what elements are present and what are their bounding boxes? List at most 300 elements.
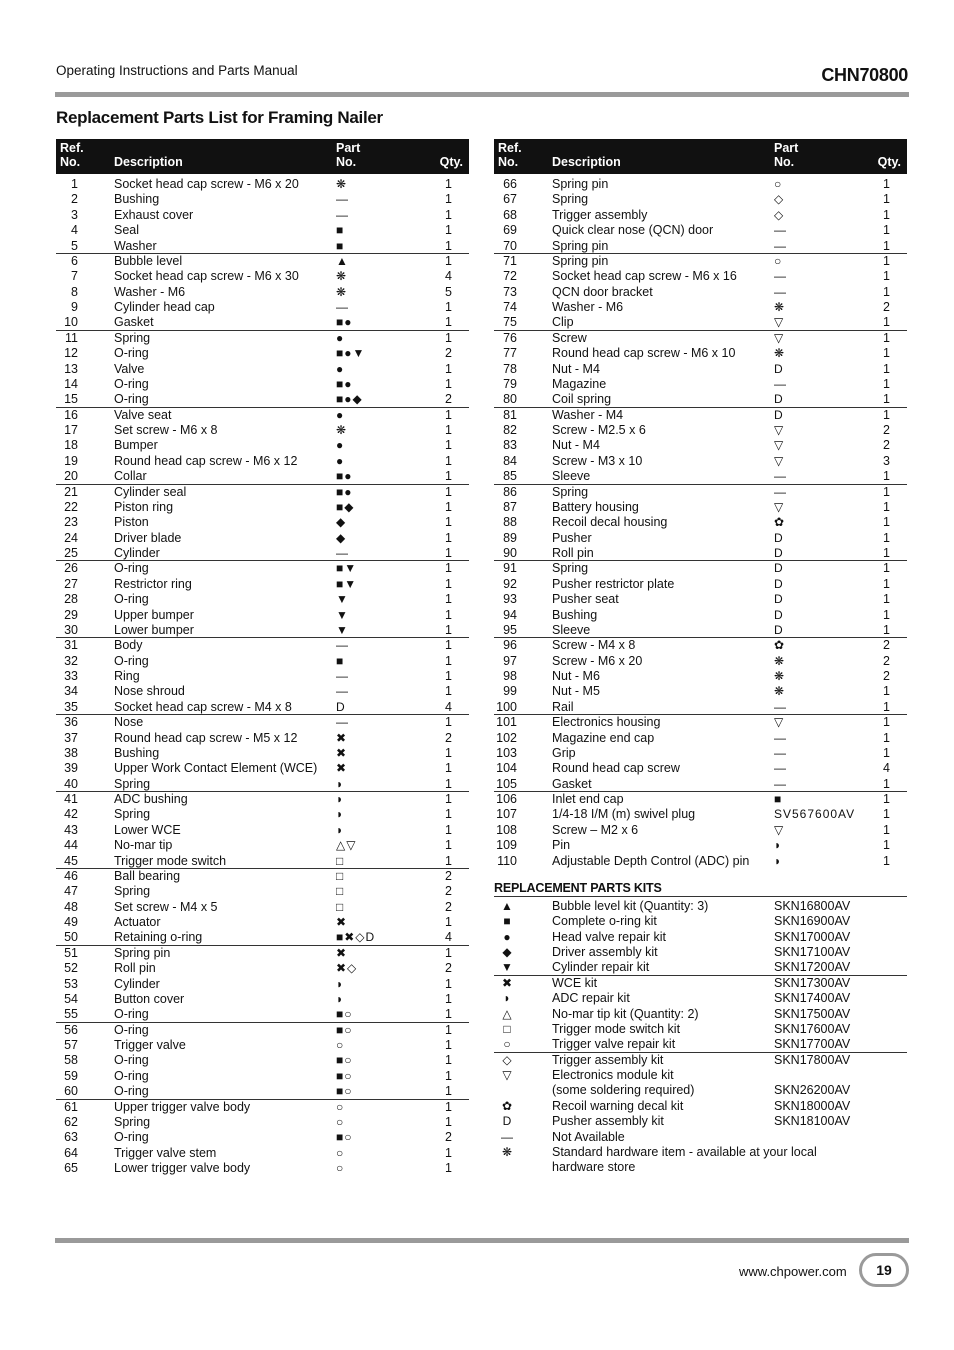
description-cell: Magazine end cap — [552, 730, 655, 745]
qty-cell: 1 — [445, 207, 452, 222]
table-row — [56, 1146, 469, 1161]
qty-cell: 1 — [445, 484, 452, 499]
table-row — [56, 346, 469, 361]
qty-cell: 1 — [883, 530, 890, 545]
qty-cell: 1 — [445, 792, 452, 806]
ref-cell: 107 — [496, 807, 517, 822]
description-cell: 1/4-18 I/M (m) swivel plug — [552, 807, 696, 822]
ref-cell: 66 — [503, 177, 517, 191]
part-cell: ✖ — [336, 745, 348, 760]
description-cell: Collar — [114, 469, 147, 484]
qty-cell: 1 — [883, 561, 890, 576]
description-cell: QCN door bracket — [552, 284, 653, 299]
table-row — [56, 561, 469, 576]
description-cell: Lower WCE — [114, 822, 181, 837]
kit-description: Not Available — [552, 1129, 625, 1144]
qty-cell: 2 — [445, 868, 452, 883]
description-cell: Grip — [552, 745, 576, 760]
part-cell: ■▼ — [336, 576, 358, 591]
qty-cell: 1 — [445, 1038, 452, 1052]
header-part-no-text: No. — [336, 155, 357, 169]
part-cell: ● — [336, 438, 345, 453]
table-row — [494, 807, 907, 822]
part-cell: ● — [336, 330, 345, 345]
table-row — [56, 500, 469, 515]
description-cell: Screw - M6 x 20 — [552, 653, 643, 668]
table-row — [56, 454, 469, 469]
qty-cell: 1 — [883, 407, 890, 422]
ref-cell: 20 — [64, 469, 78, 484]
part-cell: D — [774, 607, 784, 622]
table-row — [494, 285, 907, 300]
description-cell: Trigger mode switch — [114, 853, 227, 868]
qty-cell: 1 — [883, 469, 890, 484]
kit-description: Cylinder repair kit — [552, 960, 650, 975]
table-row — [56, 807, 469, 822]
ref-cell: 32 — [64, 653, 78, 668]
table-row — [56, 946, 469, 961]
table-row — [494, 623, 907, 638]
part-cell: ■○ — [336, 1053, 353, 1068]
qty-cell: 1 — [445, 1099, 452, 1114]
part-cell: ❋ — [336, 269, 348, 284]
ref-cell: 73 — [503, 284, 517, 299]
ref-cell: 10 — [64, 315, 78, 330]
ref-cell: 68 — [503, 207, 517, 222]
kit-description: Head valve repair kit — [552, 929, 666, 944]
part-cell: — — [774, 730, 787, 745]
description-cell: Nose shroud — [114, 684, 185, 699]
part-cell: ▽ — [774, 499, 785, 514]
part-cell: ◗ — [336, 807, 345, 822]
description-cell: Retaining o-ring — [114, 930, 203, 945]
table-row — [56, 608, 469, 623]
description-cell: O-ring — [114, 376, 149, 391]
qty-cell: 1 — [445, 192, 452, 207]
part-cell: D — [774, 592, 784, 607]
part-cell: ■✖◇D — [336, 930, 376, 945]
part-cell: ▽ — [774, 453, 785, 468]
part-cell: — — [774, 484, 787, 499]
description-cell: Round head cap screw - M6 x 12 — [114, 453, 298, 468]
description-cell: Battery housing — [552, 499, 639, 514]
qty-cell: 1 — [445, 915, 452, 929]
description-cell: O-ring — [114, 392, 149, 407]
ref-cell: 22 — [64, 499, 78, 514]
description-cell: Adjustable Depth Control (ADC) pin — [552, 853, 750, 868]
qty-cell: 4 — [445, 699, 452, 714]
description-cell: Piston — [114, 515, 149, 530]
qty-cell: 1 — [445, 530, 452, 545]
qty-cell: 1 — [445, 407, 452, 422]
part-cell: ✖ — [336, 761, 348, 776]
kit-part-number: SKN17100AV — [774, 945, 851, 959]
table-row — [494, 454, 907, 469]
table-row — [56, 208, 469, 223]
table-row — [494, 854, 907, 869]
qty-cell: 1 — [883, 745, 890, 760]
qty-cell: 1 — [883, 684, 890, 699]
part-cell: — — [336, 192, 349, 207]
part-cell: ◗ — [336, 792, 345, 806]
part-cell: D — [774, 622, 784, 637]
ref-cell: 87 — [503, 499, 517, 514]
ref-cell: 95 — [503, 622, 517, 637]
qty-cell: 1 — [445, 684, 452, 699]
table-row — [56, 315, 469, 330]
table-row — [56, 423, 469, 438]
table-row — [494, 239, 907, 254]
table-row — [56, 854, 469, 869]
ref-cell: 53 — [64, 976, 78, 991]
table-row — [56, 1115, 469, 1130]
ref-cell: 16 — [64, 407, 78, 422]
qty-cell: 4 — [883, 761, 890, 776]
part-cell: ■ — [336, 653, 345, 668]
description-cell: Cylinder seal — [114, 484, 187, 499]
ref-cell: 91 — [503, 561, 517, 576]
part-cell: ● — [336, 407, 345, 422]
ref-cell: 94 — [503, 607, 517, 622]
parts-table-right — [494, 139, 907, 1176]
description-cell: Spring — [114, 1114, 151, 1129]
part-cell: ✖◇ — [336, 961, 358, 976]
qty-cell: 1 — [883, 253, 890, 268]
description-cell: Nose — [114, 715, 144, 730]
ref-cell: 99 — [503, 684, 517, 699]
qty-cell: 2 — [445, 392, 452, 407]
part-cell: ▼ — [336, 622, 349, 637]
description-cell: Spring pin — [114, 945, 171, 960]
ref-cell: 104 — [496, 761, 517, 776]
description-cell: Gasket — [552, 776, 592, 791]
part-cell: □ — [336, 899, 345, 914]
kit-symbol-icon: □ — [503, 1021, 511, 1036]
part-cell: — — [774, 269, 787, 284]
part-cell: D — [774, 361, 784, 376]
ref-cell: 71 — [503, 253, 517, 268]
ref-cell: 70 — [503, 238, 517, 253]
qty-cell: 1 — [445, 822, 452, 837]
table-row — [56, 884, 469, 899]
description-cell: Trigger valve — [114, 1038, 186, 1052]
part-cell: — — [774, 761, 787, 776]
description-cell: Roll pin — [114, 961, 156, 976]
description-cell: O-ring — [114, 1084, 149, 1099]
ref-cell: 96 — [503, 638, 517, 653]
parts-table-left — [56, 139, 469, 1176]
ref-cell: 61 — [64, 1099, 78, 1114]
kit-part-number: SKN17200AV — [774, 960, 851, 975]
part-cell: ▽ — [774, 315, 785, 330]
part-cell: — — [774, 776, 787, 791]
qty-cell: 1 — [445, 991, 452, 1006]
part-cell: ■ — [336, 223, 345, 238]
part-cell: ■○ — [336, 1022, 353, 1037]
table-row — [494, 469, 907, 484]
description-cell: Rail — [552, 699, 574, 714]
part-cell: ❋ — [774, 300, 786, 314]
table-row — [494, 608, 907, 623]
description-cell: Cylinder — [114, 976, 160, 991]
table-row — [56, 823, 469, 838]
table-row — [56, 915, 469, 930]
ref-cell: 110 — [497, 853, 517, 868]
qty-cell: 2 — [445, 730, 452, 745]
table-row — [56, 1161, 469, 1176]
description-cell: Upper Work Contact Element (WCE) — [114, 761, 318, 776]
qty-cell: 1 — [883, 515, 890, 530]
ref-cell: 27 — [64, 576, 78, 591]
description-cell: Pusher restrictor plate — [552, 576, 675, 591]
qty-cell: 2 — [445, 884, 452, 899]
ref-cell: 76 — [503, 330, 517, 345]
ref-cell: 45 — [64, 853, 78, 868]
ref-cell: 89 — [503, 530, 517, 545]
part-cell: — — [336, 300, 349, 314]
qty-cell: 1 — [445, 669, 452, 683]
ref-cell: 80 — [503, 392, 517, 407]
description-cell: Bubble level — [114, 253, 183, 268]
part-cell: — — [774, 469, 787, 484]
qty-cell: 4 — [445, 269, 452, 284]
ref-cell: 59 — [64, 1068, 78, 1083]
ref-cell: 97 — [503, 653, 517, 668]
part-cell: ○ — [774, 177, 783, 191]
table-row — [56, 223, 469, 238]
description-cell: Spring — [114, 330, 151, 345]
part-cell: D — [774, 576, 784, 591]
parts-rows-right — [494, 177, 907, 869]
description-cell: Electronics housing — [552, 715, 661, 730]
part-cell: ■ — [336, 238, 345, 253]
part-cell: ▼ — [336, 592, 349, 607]
qty-cell: 1 — [445, 776, 452, 791]
description-cell: Spring — [114, 884, 151, 899]
table-row — [56, 331, 469, 346]
kit-part-number: SKN17400AV — [774, 991, 851, 1006]
qty-cell: 1 — [883, 546, 890, 560]
kit-row — [494, 1068, 907, 1083]
table-row — [494, 438, 907, 453]
table-row — [494, 761, 907, 776]
ref-cell: 101 — [496, 715, 517, 730]
ref-cell: 69 — [503, 223, 517, 238]
kit-row — [494, 1099, 907, 1114]
kit-symbol-icon: ◇ — [502, 1052, 512, 1067]
description-cell: O-ring — [114, 1068, 149, 1083]
ref-cell: 2 — [71, 192, 78, 207]
qty-cell: 1 — [445, 453, 452, 468]
ref-cell: 88 — [503, 515, 517, 530]
table-row — [494, 254, 907, 269]
qty-cell: 1 — [445, 945, 452, 960]
qty-cell: 1 — [883, 284, 890, 299]
description-cell: Screw - M4 x 8 — [552, 638, 636, 653]
kit-description: Trigger valve repair kit — [552, 1037, 676, 1052]
description-cell: Sleeve — [552, 622, 591, 637]
ref-cell: 100 — [496, 699, 517, 714]
kit-symbol-icon: ▼ — [501, 960, 513, 975]
table-row — [56, 1023, 469, 1038]
qty-cell: 2 — [883, 669, 890, 683]
part-cell: — — [774, 238, 787, 253]
table-row — [56, 362, 469, 377]
part-cell: □ — [336, 868, 345, 883]
ref-cell: 65 — [64, 1161, 78, 1175]
qty-cell: 1 — [445, 576, 452, 591]
part-cell: — — [336, 684, 349, 699]
description-cell: Recoil decal housing — [552, 515, 668, 530]
description-cell: O-ring — [114, 592, 149, 607]
part-cell: △▽ — [336, 838, 357, 853]
part-cell: D — [336, 699, 346, 714]
kit-row — [494, 1053, 907, 1068]
description-cell: Bushing — [552, 607, 598, 622]
description-cell: Screw - M2.5 x 6 — [552, 423, 646, 437]
description-cell: Ring — [114, 669, 140, 683]
part-cell: ◗ — [774, 853, 783, 868]
kit-row — [494, 930, 907, 945]
table-row — [494, 838, 907, 853]
ref-cell: 4 — [71, 223, 78, 238]
kit-part-number: SKN26200AV — [774, 1083, 851, 1098]
qty-cell: 2 — [883, 438, 890, 453]
kit-symbol-icon: ✿ — [501, 1098, 513, 1113]
qty-cell: 4 — [445, 930, 452, 945]
qty-cell: 3 — [883, 453, 890, 468]
part-cell: ■○ — [336, 1130, 353, 1145]
description-cell: Round head cap screw - M6 x 10 — [552, 346, 736, 361]
table-row — [494, 315, 907, 330]
description-cell: Washer - M6 — [552, 300, 624, 314]
description-cell: Spring — [552, 192, 589, 207]
ref-cell: 55 — [64, 1007, 78, 1022]
table-row — [494, 546, 907, 561]
ref-cell: 8 — [71, 284, 78, 299]
header-part-text: Part — [774, 141, 799, 155]
part-cell: ✖ — [336, 730, 348, 745]
table-row — [56, 638, 469, 653]
website-link[interactable]: www.chpower.com — [739, 1264, 847, 1279]
qty-cell: 1 — [883, 853, 890, 868]
description-cell: O-ring — [114, 561, 149, 576]
description-cell: Screw — [552, 330, 587, 345]
table-row — [494, 561, 907, 576]
ref-cell: 18 — [64, 438, 78, 453]
table-row — [56, 961, 469, 976]
description-cell: Lower trigger valve body — [114, 1161, 251, 1175]
description-cell: Pusher — [552, 530, 592, 545]
ref-cell: 83 — [503, 438, 517, 453]
bottom-rule — [55, 1238, 909, 1243]
part-cell: ■○ — [336, 1007, 353, 1022]
qty-cell: 1 — [445, 1068, 452, 1083]
part-cell: ○ — [336, 1161, 345, 1175]
part-cell: — — [774, 284, 787, 299]
description-cell: Bushing — [114, 192, 160, 207]
part-cell: ◇ — [774, 207, 785, 222]
header-no-text: No. — [60, 155, 81, 169]
table-row — [494, 638, 907, 653]
table-row — [56, 700, 469, 715]
ref-cell: 93 — [503, 592, 517, 607]
table-row — [56, 792, 469, 807]
part-cell: ▽ — [774, 330, 785, 345]
table-row — [494, 577, 907, 592]
description-cell: Sleeve — [552, 469, 591, 484]
description-cell: Inlet end cap — [552, 792, 624, 806]
description-cell: O-ring — [114, 653, 149, 668]
part-cell: ○ — [336, 1038, 345, 1052]
qty-cell: 1 — [445, 976, 452, 991]
table-row — [494, 408, 907, 423]
description-cell: Valve — [114, 361, 145, 376]
ref-cell: 57 — [64, 1038, 78, 1052]
qty-cell: 1 — [883, 607, 890, 622]
ref-cell: 12 — [64, 346, 78, 361]
ref-cell: 43 — [64, 822, 78, 837]
part-cell: □ — [336, 884, 345, 899]
part-cell: ○ — [774, 253, 783, 268]
table-row — [56, 992, 469, 1007]
kits-list — [494, 899, 907, 1176]
table-row — [494, 669, 907, 684]
description-cell: Coil spring — [552, 392, 612, 407]
description-cell: Nut - M4 — [552, 361, 600, 376]
description-cell: Restrictor ring — [114, 576, 192, 591]
part-cell: ▽ — [774, 715, 785, 730]
table-row — [56, 192, 469, 207]
part-cell: ✿ — [774, 515, 786, 530]
ref-cell: 60 — [64, 1084, 78, 1099]
table-row — [56, 592, 469, 607]
table-row — [56, 684, 469, 699]
ref-cell: 75 — [503, 315, 517, 330]
kit-description: WCE kit — [552, 975, 598, 990]
part-cell: ▽ — [774, 822, 785, 837]
qty-cell: 1 — [883, 238, 890, 253]
ref-cell: 19 — [64, 453, 78, 468]
part-cell: ◗ — [336, 976, 345, 991]
kit-row — [494, 1130, 907, 1145]
table-row — [56, 269, 469, 284]
description-cell: Pusher seat — [552, 592, 619, 607]
ref-cell: 77 — [503, 346, 517, 361]
ref-cell: 37 — [64, 730, 78, 745]
part-cell: ● — [336, 361, 345, 376]
description-cell: Seal — [114, 223, 140, 238]
part-cell: ▽ — [774, 438, 785, 453]
description-cell: Nut - M5 — [552, 684, 600, 699]
table-row — [494, 792, 907, 807]
header-qty: Qty. — [877, 155, 901, 169]
part-cell: ✖ — [336, 915, 348, 929]
qty-cell: 1 — [445, 423, 452, 437]
kit-row — [494, 960, 907, 975]
part-cell: ▲ — [336, 253, 349, 268]
kit-description: Pusher assembly kit — [552, 1114, 664, 1129]
manual-title: Operating Instructions and Parts Manual — [56, 63, 298, 78]
ref-cell: 64 — [64, 1145, 78, 1160]
qty-cell: 1 — [445, 592, 452, 607]
qty-cell: 1 — [883, 807, 890, 822]
ref-cell: 15 — [64, 392, 78, 407]
qty-cell: 1 — [445, 745, 452, 760]
description-cell: Trigger valve stem — [114, 1145, 217, 1160]
ref-cell: 47 — [64, 884, 78, 899]
qty-cell: 1 — [883, 792, 890, 806]
